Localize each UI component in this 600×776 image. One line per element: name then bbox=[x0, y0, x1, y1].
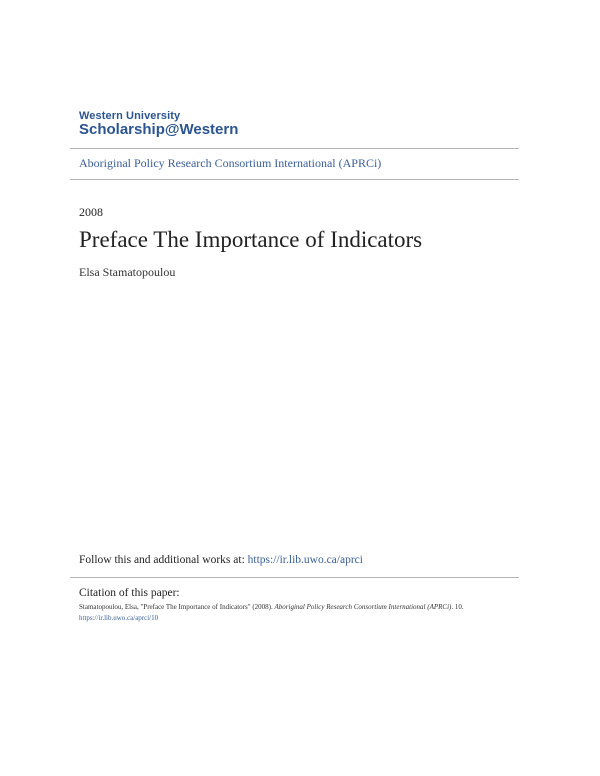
collection-link[interactable]: Aboriginal Policy Research Consortium International (APRCi) bbox=[79, 156, 382, 170]
citation-prefix: Stamatopoulou, Elsa, "Preface The Importance of Indicators" (2008). bbox=[79, 603, 275, 611]
citation-suffix: . 10. bbox=[451, 603, 464, 611]
publication-year: 2008 bbox=[79, 205, 103, 219]
follow-link[interactable]: https://ir.lib.uwo.ca/aprci bbox=[247, 554, 363, 566]
header-divider-top bbox=[70, 148, 519, 149]
document-title: Preface The Importance of Indicators bbox=[79, 227, 423, 252]
header-divider-bottom bbox=[70, 179, 519, 180]
institution-name: Western University bbox=[79, 110, 181, 122]
author-name: Elsa Stamatopoulou bbox=[79, 265, 176, 279]
citation-link[interactable]: https://ir.lib.uwo.ca/aprci/10 bbox=[79, 614, 159, 622]
citation-heading: Citation of this paper: bbox=[79, 587, 180, 599]
citation-text bbox=[79, 603, 529, 611]
follow-text: Follow this and additional works at: bbox=[79, 554, 248, 566]
follow-line bbox=[79, 554, 363, 566]
citation-journal: Aboriginal Policy Research Consortium International (APRCi) bbox=[274, 603, 452, 611]
citation-divider bbox=[70, 577, 519, 578]
repository-name[interactable]: Scholarship@Western bbox=[79, 121, 239, 138]
